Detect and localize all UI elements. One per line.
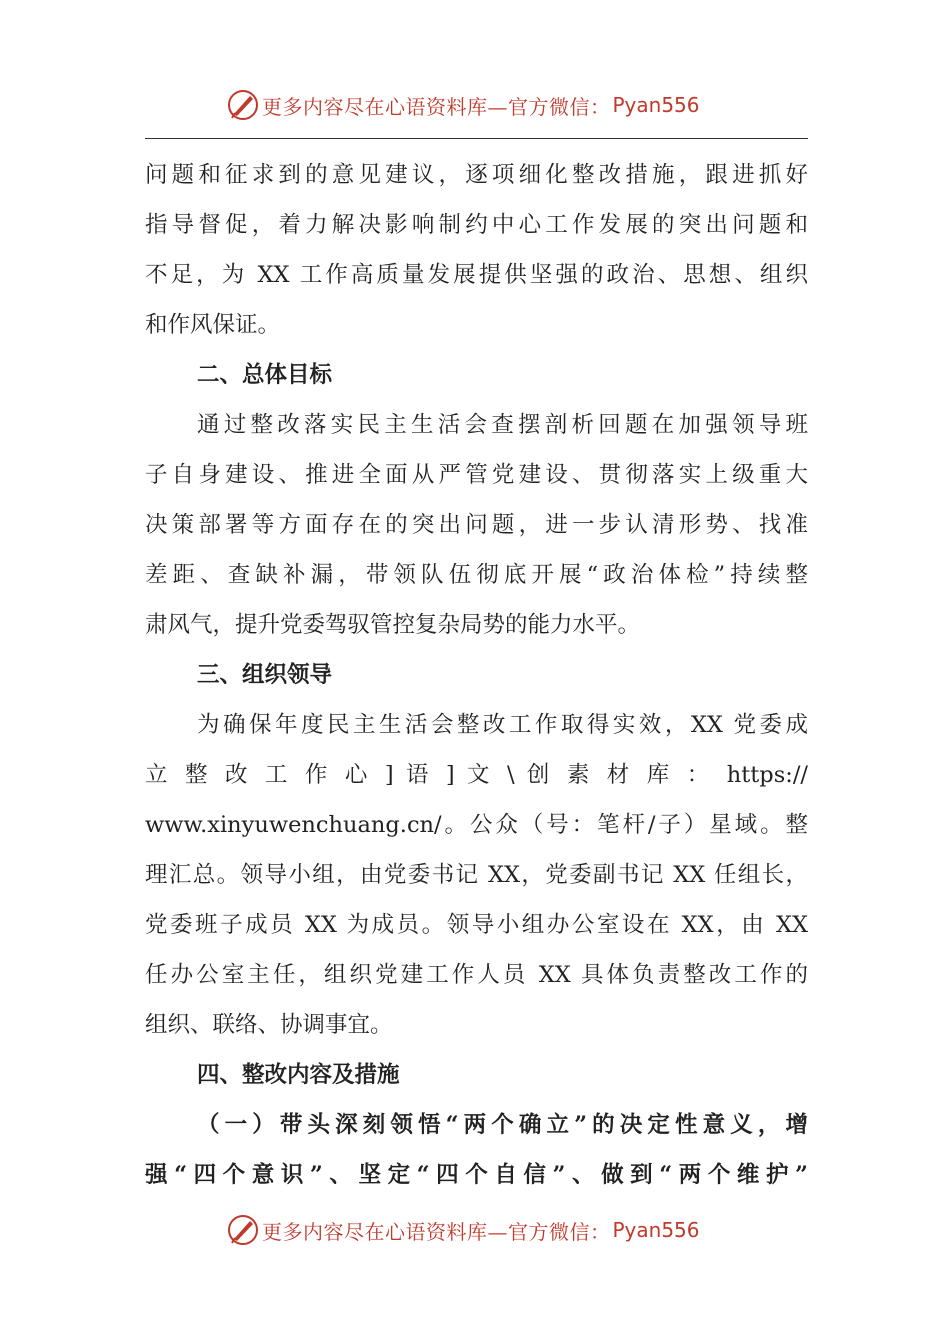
section-heading: 三、组织领导: [197, 662, 333, 688]
paragraph-line: 和作风保证。: [145, 312, 281, 338]
quill-pen-logo-icon: [226, 88, 260, 122]
paragraph-line: 决策部署等方面存在的突出问题，进一步认清形势、找准: [145, 512, 808, 538]
paragraph-line: 不足，为 XX 工作高质量发展提供坚强的政治、思想、组织: [145, 262, 808, 288]
watermark-header: [0, 80, 950, 130]
paragraph-line: 指导督促，着力解决影响制约中心工作发展的突出问题和: [145, 212, 808, 238]
watermark-brand: [226, 1213, 700, 1247]
paragraph-line: 肃风气，提升党委驾驭管控复杂局势的能力水平。: [145, 612, 641, 638]
subsection-heading: 强“四个意识”、坚定“四个自信”、做到“两个维护”: [145, 1162, 808, 1188]
paragraph-line: www.xinyuwenchuang.cn/。公众（号：笔杆/子）星域。整: [145, 812, 808, 838]
watermark-text: 更多内容尽在心语资料库—官方微信：: [262, 94, 611, 119]
paragraph-line: 理汇总。领导小组，由党委书记 XX，党委副书记 XX 任组长，: [145, 862, 808, 888]
paragraph-line: 通过整改落实民主生活会查摆剖析回题在加强领导班: [197, 412, 808, 438]
paragraph-line: 立 整 改 工 作 心 ] 语 ] 文 \ 创 素 材 库 ： https://: [145, 762, 808, 788]
section-heading: 二、总体目标: [197, 362, 333, 388]
header-divider: [145, 138, 808, 139]
paragraph-line: 子自身建设、推进全面从严管党建设、贯彻落实上级重大: [145, 462, 808, 488]
watermark-wechat-id: Pyan556: [612, 1218, 700, 1242]
watermark-brand: [226, 88, 700, 122]
section-heading: 四、整改内容及措施: [197, 1062, 400, 1088]
quill-pen-logo-icon: [226, 1213, 260, 1247]
subsection-heading: （一）带头深刻领悟“两个确立”的决定性意义，增: [197, 1112, 808, 1138]
watermark-wechat-id: Pyan556: [612, 93, 700, 117]
paragraph-line: 任办公室主任，组织党建工作人员 XX 具体负责整改工作的: [145, 962, 808, 988]
watermark-text: 更多内容尽在心语资料库—官方微信：: [262, 1219, 611, 1244]
paragraph-line: 为确保年度民主生活会整改工作取得实效，XX 党委成: [197, 712, 808, 738]
paragraph-line: 问题和征求到的意见建议，逐项细化整改措施，跟进抓好: [145, 162, 808, 188]
paragraph-line: 差距、查缺补漏，带领队伍彻底开展“政治体检”持续整: [145, 562, 808, 588]
paragraph-line: 党委班子成员 XX 为成员。领导小组办公室设在 XX，由 XX: [145, 912, 808, 938]
document-body: [145, 150, 808, 1200]
watermark-footer: [0, 1205, 950, 1255]
paragraph-line: 组织、联络、协调事宜。: [145, 1012, 393, 1038]
